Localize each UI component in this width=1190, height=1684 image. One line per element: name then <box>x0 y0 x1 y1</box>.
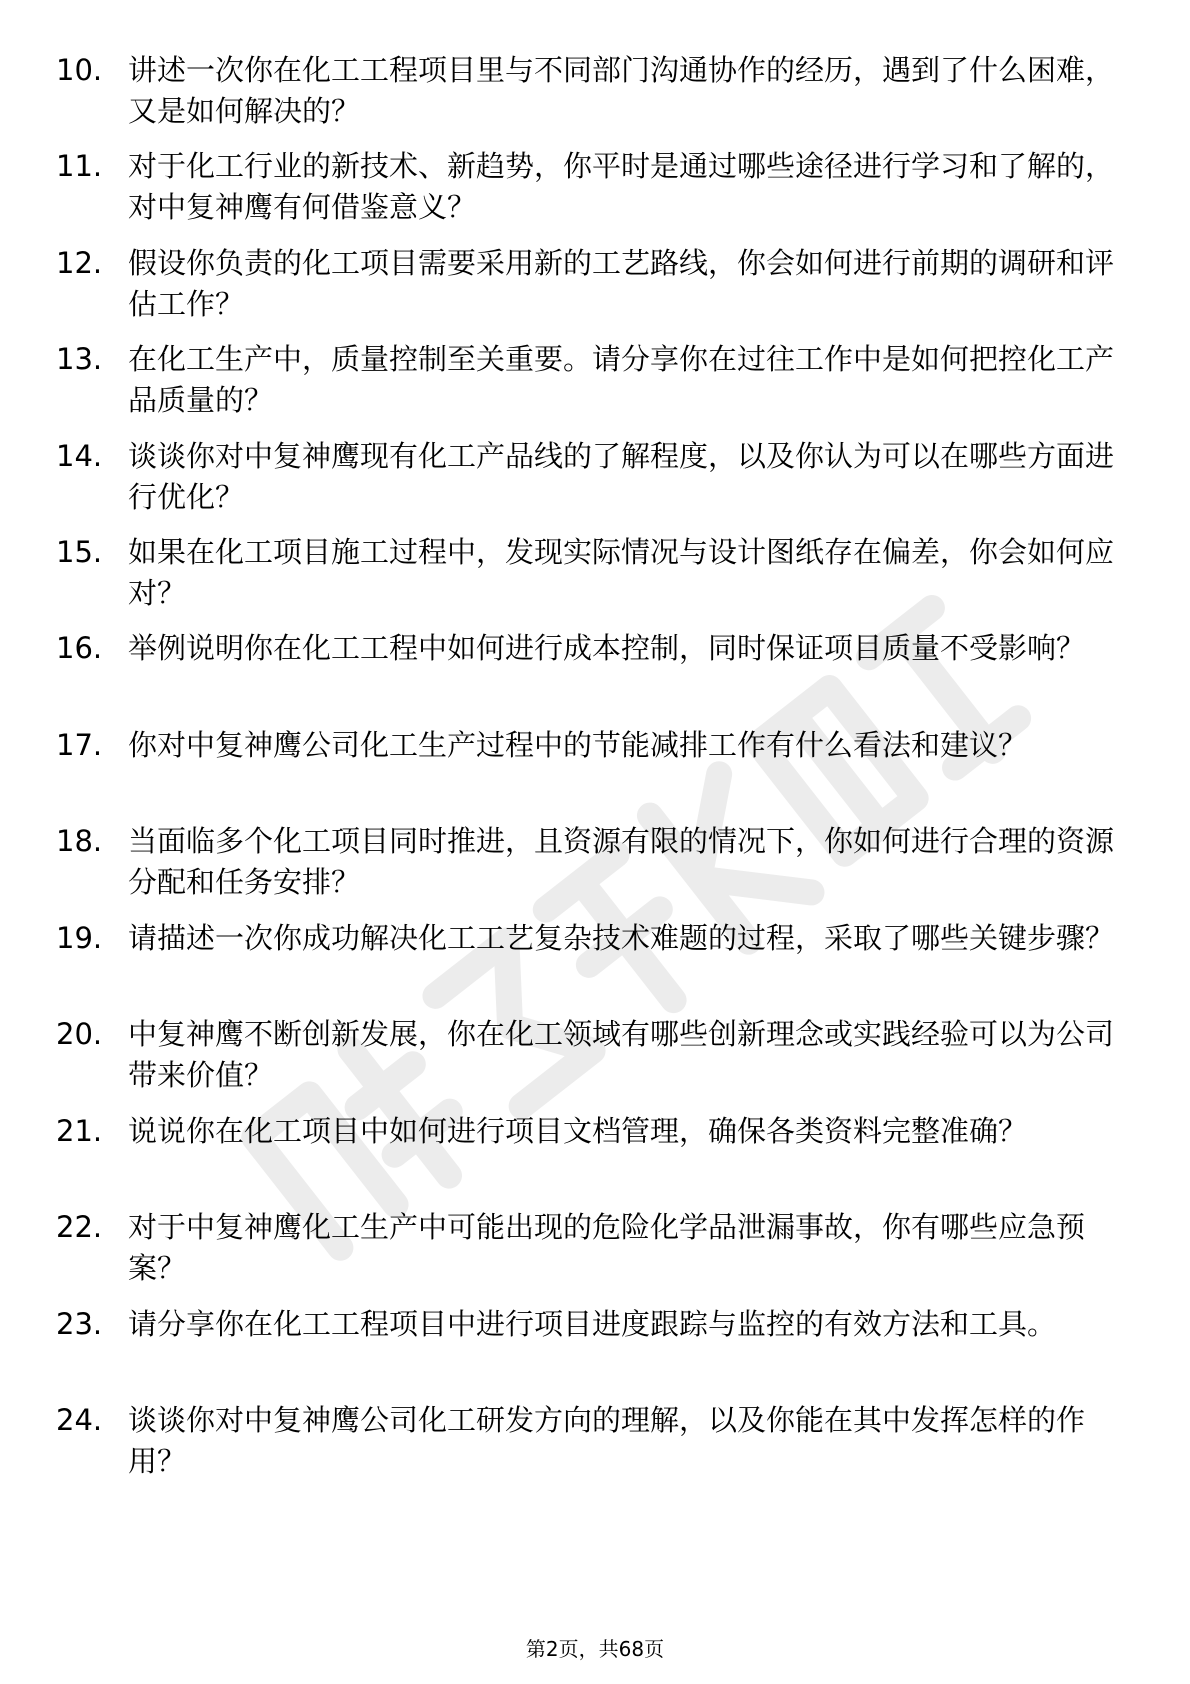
question-number: 23. <box>56 1307 103 1341</box>
question-item <box>0 918 1190 1022</box>
question-number: 16. <box>56 631 103 665</box>
question-item <box>0 146 1190 250</box>
question-text: 举例说明你在化工工程中如何进行成本控制，同时保证项目质量不受影响？ <box>128 631 1086 665</box>
question-text: 你对中复神鹰公司化工生产过程中的节能减排工作有什么看法和建议？ <box>128 728 1028 762</box>
question-text: 如果在化工项目施工过程中，发现实际情况与设计图纸存在偏差，你会如何应对？ <box>128 535 1115 610</box>
question-item <box>0 1207 1190 1311</box>
question-number: 21. <box>56 1114 103 1148</box>
question-item <box>0 50 1190 154</box>
question-item <box>0 1111 1190 1215</box>
question-item <box>0 532 1190 636</box>
question-text: 请描述一次你成功解决化工工艺复杂技术难题的过程，采取了哪些关键步骤？ <box>128 921 1115 955</box>
question-number: 12. <box>56 246 103 280</box>
question-number: 11. <box>56 149 103 183</box>
question-text: 谈谈你对中复神鹰公司化工研发方向的理解，以及你能在其中发挥怎样的作用？ <box>128 1403 1086 1478</box>
question-number: 24. <box>56 1403 103 1437</box>
question-number: 15. <box>56 535 103 569</box>
question-number: 19. <box>56 921 103 955</box>
question-item <box>0 821 1190 925</box>
question-text: 假设你负责的化工项目需要采用新的工艺路线，你会如何进行前期的调研和评估工作？ <box>128 246 1115 321</box>
question-text: 对于化工行业的新技术、新趋势，你平时是通过哪些途径进行学习和了解的，对中复神鹰有何借鉴意义？ <box>128 149 1115 224</box>
question-text: 讲述一次你在化工工程项目里与不同部门沟通协作的经历，遇到了什么困难，又是如何解决的？ <box>128 53 1115 128</box>
question-number: 17. <box>56 728 103 762</box>
question-item <box>0 1304 1190 1408</box>
question-item <box>0 243 1190 347</box>
question-number: 13. <box>56 342 103 376</box>
question-text: 在化工生产中，质量控制至关重要。请分享你在过往工作中是如何把控化工产品质量的？ <box>128 342 1115 417</box>
question-number: 22. <box>56 1210 103 1244</box>
question-number: 18. <box>56 824 103 858</box>
question-text: 谈谈你对中复神鹰现有化工产品线的了解程度，以及你认为可以在哪些方面进行优化？ <box>128 439 1115 514</box>
question-text: 中复神鹰不断创新发展，你在化工领域有哪些创新理念或实践经验可以为公司带来价值？ <box>128 1017 1115 1092</box>
question-item <box>0 1400 1190 1504</box>
question-text: 当面临多个化工项目同时推进，且资源有限的情况下，你如何进行合理的资源分配和任务安排？ <box>128 824 1115 899</box>
question-text: 说说你在化工项目中如何进行项目文档管理，确保各类资料完整准确？ <box>128 1114 1028 1148</box>
question-number: 14. <box>56 439 103 473</box>
question-item <box>0 1014 1190 1118</box>
question-text: 对于中复神鹰化工生产中可能出现的危险化学品泄漏事故，你有哪些应急预案？ <box>128 1210 1086 1285</box>
question-number: 10. <box>56 53 103 87</box>
question-item <box>0 628 1190 732</box>
question-number: 20. <box>56 1017 103 1051</box>
question-item <box>0 725 1190 829</box>
question-item <box>0 339 1190 443</box>
question-item <box>0 436 1190 540</box>
page-footer: 第2页，共68页 <box>525 1637 665 1661</box>
question-text: 请分享你在化工工程项目中进行项目进度跟踪与监控的有效方法和工具。 <box>128 1307 1057 1341</box>
